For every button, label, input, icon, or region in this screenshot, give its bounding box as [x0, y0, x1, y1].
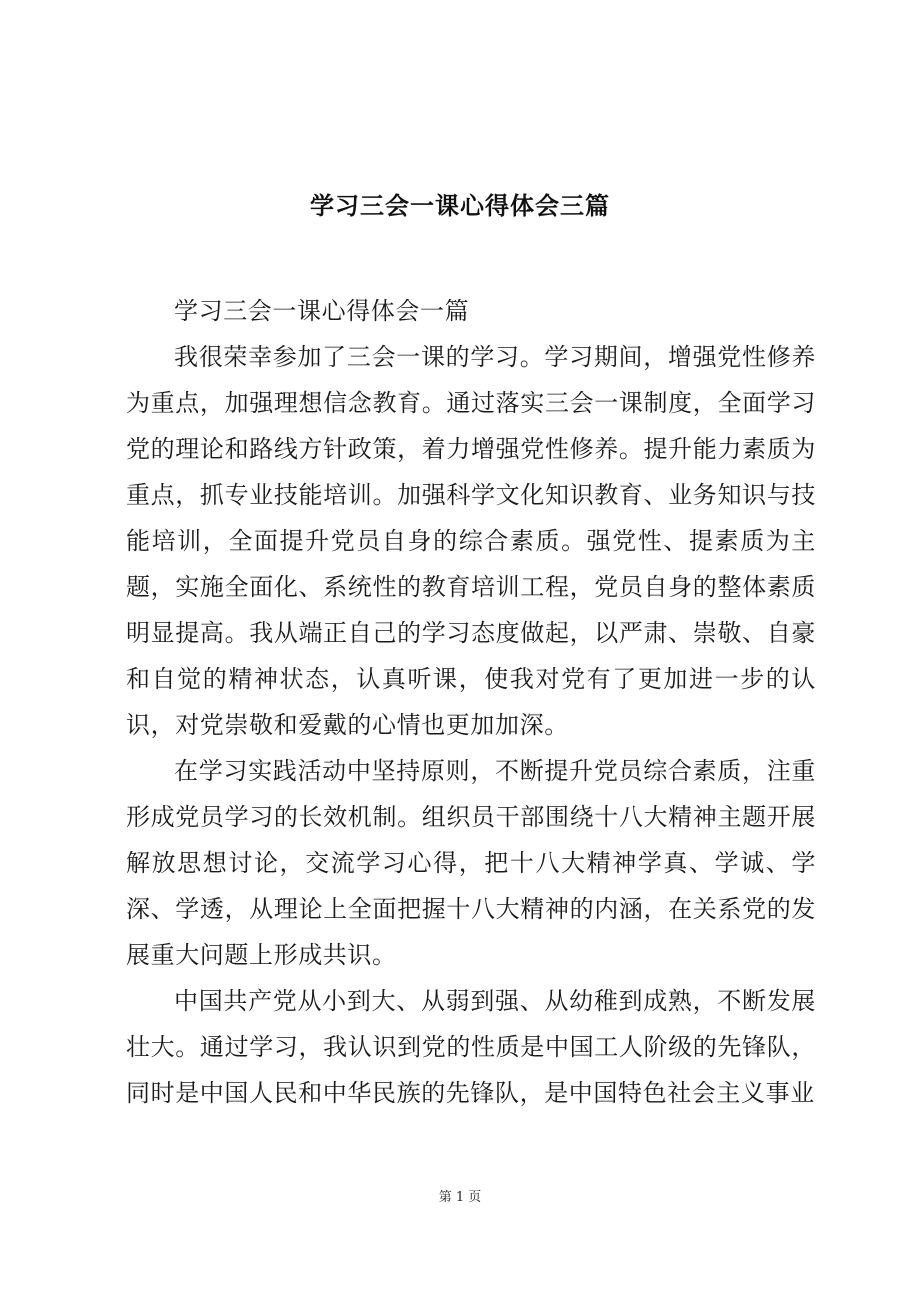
page-number: 第 1 页 — [438, 1190, 482, 1205]
section-heading: 学习三会一课心得体会一篇 — [174, 297, 470, 325]
document-body — [126, 288, 816, 1116]
paragraph-1: 我很荣幸参加了三会一课的学习。学习期间，增强党性修养为重点，加强理想信念教育。通过落实三会一课制度，全面学习党的理论和路线方针政策，着力增强党性修养。提升能力素质为重点，抓专业技能培训。加强科学文化知识教育、业务知识与技能培训，全面提升党员自身的综合素质。强党性、提素质为主题，实施全面化、系统性的教育培训工程，党员自身的整体素质明显提高。我从端正自己的学习态度做起，以严肃、崇敬、自豪和自觉的精神状态，认真听课，使我对党有了更加进一步的认识，对党崇敬和爱戴的心情也更加加深。 — [126, 343, 816, 739]
paragraph-2: 在学习实践活动中坚持原则，不断提升党员综合素质，注重形成党员学习的长效机制。组织员干部围绕十八大精神主题开展解放思想讨论，交流学习心得，把十八大精神学真、学诚、学深、学透，从理论上全面把握十八大精神的内涵，在关系党的发展重大问题上形成共识。 — [126, 757, 816, 969]
paragraph-3: 中国共产党从小到大、从弱到强、从幼稚到成熟，不断发展壮大。通过学习，我认识到党的性质是中国工人阶级的先锋队，同时是中国人民和中华民族的先锋队，是中国特色社会主义事业 — [126, 987, 816, 1107]
document-title: 学习三会一课心得体会三篇 — [310, 191, 610, 220]
